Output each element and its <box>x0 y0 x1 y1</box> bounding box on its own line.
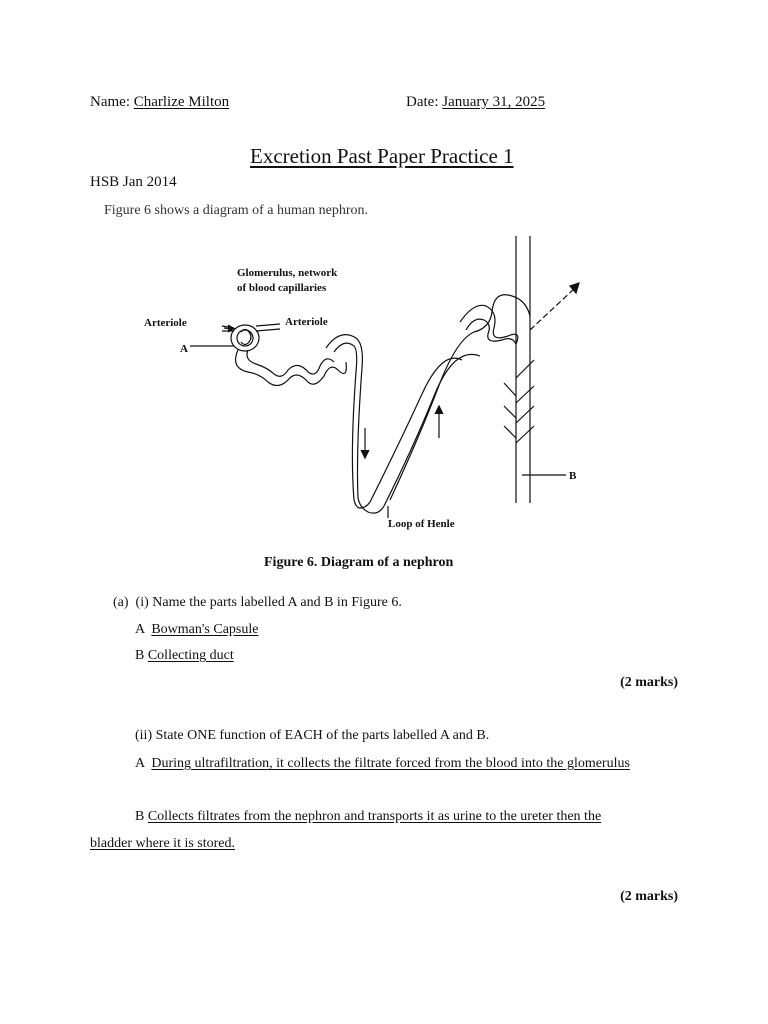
name-line <box>90 94 229 111</box>
function-a: During ultrafiltration, it collects the filtrate forced from the blood into the glomerulus <box>151 756 630 771</box>
proximal-tubule-inner <box>247 350 334 376</box>
answer-b: Collecting duct <box>147 648 234 663</box>
marks-1: (2 marks) <box>620 675 678 690</box>
student-name: Charlize Milton <box>133 94 230 110</box>
function-b-1: Collects filtrates from the nephron and transports it as urine to the ureter then the <box>147 809 602 824</box>
ascending-limb <box>390 295 530 500</box>
label-loop: Loop of Henle <box>388 518 455 530</box>
question-a-i <box>113 595 402 611</box>
date-value: January 31, 2025 <box>442 94 546 110</box>
label-b: B <box>569 470 577 482</box>
label-arteriole-right: Arteriole <box>285 316 328 328</box>
figure-caption: Figure 6. Diagram of a nephron <box>264 555 454 570</box>
marks-2: (2 marks) <box>620 889 678 904</box>
name-label: Name: <box>90 94 130 110</box>
date-label: Date: <box>406 94 439 110</box>
function-b-line <box>135 809 601 825</box>
label-arteriole-left: Arteriole <box>144 317 187 329</box>
sub-question-i: (i) Name the parts labelled A and B in Figure 6. <box>135 595 402 610</box>
duct-exit-arrow <box>530 288 575 330</box>
function-a-line <box>135 756 630 772</box>
loop-outer <box>326 335 480 513</box>
label-glomerulus-1: Glomerulus, network <box>237 267 338 279</box>
function-a-label: A <box>135 756 145 771</box>
answer-b-line <box>135 648 234 664</box>
efferent-arteriole <box>256 324 280 331</box>
answer-a: Bowman's Capsule <box>151 622 259 637</box>
part-label: (a) <box>113 595 129 610</box>
source-label: HSB Jan 2014 <box>90 174 177 190</box>
page-title: Excretion Past Paper Practice 1 <box>250 144 514 168</box>
intro-text: Figure 6 shows a diagram of a human nephron. <box>104 203 368 218</box>
function-b-label: B <box>135 809 145 824</box>
distal-tubule-inner <box>466 319 516 344</box>
nephron-diagram <box>130 228 600 538</box>
date-line <box>406 94 545 111</box>
answer-a-line <box>135 622 258 638</box>
sub-question-ii: (ii) State ONE function of EACH of the parts labelled A and B. <box>135 728 490 743</box>
label-a: A <box>180 343 188 355</box>
function-b-2: bladder where it is stored. <box>90 836 236 851</box>
bowmans-capsule <box>231 325 259 351</box>
answer-a-label: A <box>135 622 145 637</box>
label-glomerulus-2: of blood capillaries <box>237 282 327 294</box>
answer-b-label: B <box>135 648 145 663</box>
